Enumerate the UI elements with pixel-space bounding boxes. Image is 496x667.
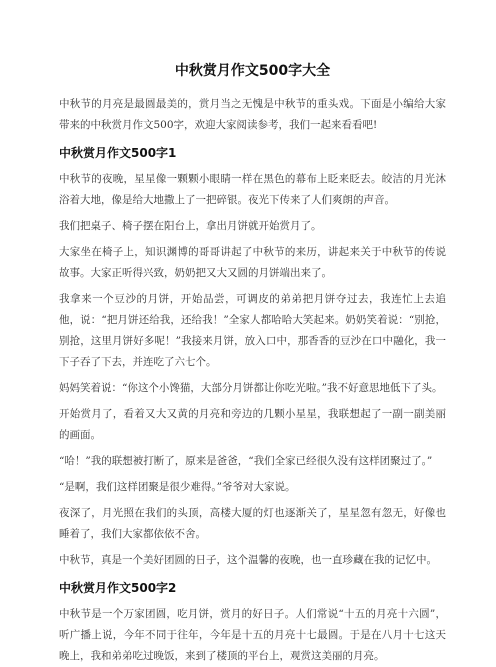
section-1-paragraph: 我拿来一个豆沙的月饼，开始品尝，可调皮的弟弟把月饼夺过去，我连忙上去追他，说：“把月饼还给我，还给我！”全家人都哈哈大笑起来。奶奶笑着说：“别抢，别抢，这里月饼好多呢！”我接来月饼，放入口中，那香香的豆沙在口中融化，我一下子吞了下去，并连吃了六七个。 <box>59 293 446 368</box>
section-1-paragraph: 开始赏月了，看着又大又黄的月亮和旁边的几颗小星星，我联想起了一副一副美丽的画面。 <box>59 408 446 441</box>
section-1-paragraph: “哈！”我的联想被打断了，原来是爸爸，“我们全家已经很久没有这样团聚过了。” <box>59 455 433 467</box>
section-1-paragraph: 中秋节的夜晚，星星像一颗颗小眼睛一样在黑色的幕布上眨来眨去。皎洁的月光沐浴着大地，像是给大地撒上了一把碎银。夜光下传来了人们爽朗的声音。 <box>59 173 446 206</box>
intro-paragraph: 中秋节的月亮是最圆最美的，赏月当之无愧是中秋节的重头戏。下面是小编给大家带来的中秋赏月作文500字，欢迎大家阅读参考，我们一起来看看吧! <box>59 98 446 131</box>
section-1-paragraph: 夜深了，月光照在我们的头顶，高楼大厦的灯也逐渐关了，星星忽有忽无，好像也睡着了，我们大家都依依不舍。 <box>59 507 446 540</box>
section-1-paragraph: 妈妈笑着说：“你这个小馋猫，大部分月饼都让你吃光啦。”我不好意思地低下了头。 <box>59 382 443 394</box>
section-1-paragraph: 我们把桌子、椅子摆在阳台上，拿出月饼就开始赏月了。 <box>59 220 322 232</box>
article-title: 中秋赏月作文500字大全 <box>174 63 331 79</box>
section-2-paragraph: 中秋节是一个万家团圆，吃月饼，赏月的好日子。人们常说“十五的月亮十六圆”，听广播上说，今年不同于往年，今年是十五的月亮十七最圆。于是在八月十七这天晚上，我和弟弟吃过晚饭，来到了楼顶的平台上，观赏这美丽的月亮。 <box>59 608 446 662</box>
section-1-paragraph: 中秋节，真是一个美好团圆的日子，这个温馨的夜晚，也一直珍藏在我的记忆中。 <box>59 554 437 566</box>
section-1-paragraph: 大家坐在椅子上，知识渊博的哥哥讲起了中秋节的来历，讲起来关于中秋节的传说故事。大家正听得兴致，奶奶把又大又圆的月饼端出来了。 <box>59 246 446 279</box>
section-2-heading: 中秋赏月作文500字2 <box>59 581 177 595</box>
section-1-heading: 中秋赏月作文500字1 <box>59 146 177 160</box>
section-1-paragraph: “是啊，我们这样团聚是很少难得。”爷爷对大家说。 <box>59 481 296 493</box>
article-body <box>59 94 446 667</box>
